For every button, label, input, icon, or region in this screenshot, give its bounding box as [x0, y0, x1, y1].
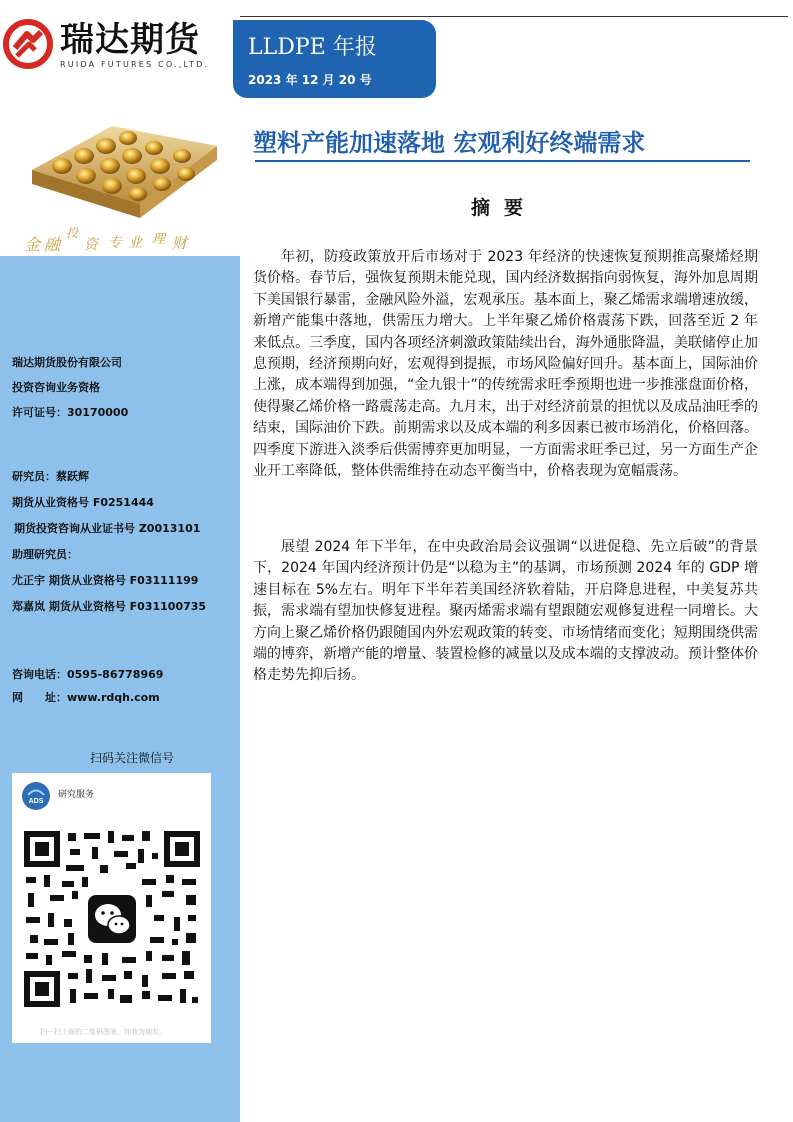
ads-badge-icon	[21, 781, 51, 811]
website-row	[12, 691, 160, 705]
header-rule	[240, 16, 788, 17]
assistant-2: 郑嘉岚 期货从业资格号 F031100735	[12, 600, 207, 613]
company-name: 瑞达期货股份有限公司	[12, 356, 122, 369]
qr-badge-text: ADS	[28, 798, 44, 805]
report-badge	[233, 20, 436, 98]
qr-card-title: 研究服务	[58, 790, 95, 800]
consult-phone: 咨询电话：0595-86778969	[12, 668, 164, 681]
slogan-char: 金	[24, 235, 41, 254]
ruida-logo-icon	[3, 18, 53, 70]
researcher-cert-2: 期货投资咨询从业证书号 Z0013101	[14, 522, 201, 535]
assistant-label: 助理研究员：	[12, 548, 78, 561]
abstract-paragraph-1: 年初，防疫政策放开后市场对于 2023 年经济的快速恢复预期推高聚烯烃期货价格。春节后，强恢复预期未能兑现，国内经济数据指向弱恢复，海外加息周期下美国银行暴雷，金融风险外溢，宏观承压。基本面上，聚乙烯需求端增速放缓，新增产能集中落地，供需压力增大。上半年聚乙烯价格震荡下跌，回落至近 2 年来低点。三季度，国内各项经济刺激政策陆续出台，海外通胀降温，美联储停止加息预期，经济预期向好，宏观得到提振，市场风险偏好回升。基本面上，国际油价上涨，成本端得到加强，“金九银十”的传统需求旺季预期也进一步推涨盘面价格，使得聚乙烯价格一路震荡走高。九月末，出于对经济前景的担忧以及成品油旺季的结束，国际油价下跌。前期需求以及成本端的利多因素已被市场消化，价格回落。四季度下游进入淡季后供需博弈更加明显，一方面需求旺季已过，另一方面生产企业开工率降低，整体供需维持在动态平衡当中，价格表现为宽幅震荡。	[253, 249, 758, 480]
logo-company-english: RUIDA FUTURES CO.,LTD.	[60, 60, 210, 69]
report-headline: 塑料产能加速落地 宏观利好终端需求	[253, 129, 646, 157]
report-title: LLDPE 年报	[248, 35, 377, 60]
wechat-prompt: 扫码关注微信号	[90, 751, 175, 765]
slogan-char: 业	[128, 235, 142, 251]
wechat-qr-card	[12, 773, 211, 1043]
slogan-char: 专	[108, 235, 122, 251]
slogan-char: 资	[84, 237, 98, 253]
slogan	[22, 226, 237, 256]
qualification: 投资咨询业务资格	[12, 381, 100, 394]
researcher-cert-1: 期货从业资格号 F0251444	[12, 496, 154, 509]
slogan-char: 理	[152, 232, 166, 247]
gold-ingot-box-image	[22, 108, 222, 228]
logo-company-name: 瑞达期货	[60, 20, 200, 60]
wechat-qr-code[interactable]	[22, 829, 202, 1009]
slogan-char: 融	[44, 235, 61, 254]
qr-footer-text: 扫一扫上面的二维码图案，加我为朋友。	[40, 1028, 166, 1036]
license-number: 许可证号：30170000	[12, 406, 129, 419]
website-label: 网 址：	[12, 691, 67, 704]
headline-underline	[255, 160, 750, 162]
abstract-paragraph-2: 展望 2024 年下半年，在中央政治局会议强调“以进促稳、先立后破”的背景下，2024 年国内经济预计仍是“以稳为主”的基调，市场预测 2024 年的 GDP 增速目标在 5%左右。明年下半年若美国经济软着陆，开启降息进程，中美复苏共振，需求端有望加快修复进程。聚丙烯需求端有望跟随宏观修复进程一同增长。大方向上聚乙烯价格仍跟随国内外宏观政策的转变、市场情绪而变化；短期围绕供需端的博弈，新增产能的增量、装置检修的减量以及成本端的支撑波动。预计整体价格走势先抑后扬。	[253, 539, 758, 684]
assistant-1: 尤正宇 期货从业资格号 F03111199	[12, 574, 199, 587]
website-link[interactable]: www.rdqh.com	[67, 691, 160, 704]
abstract-title: 摘要	[471, 197, 538, 219]
slogan-char: 财	[172, 234, 188, 252]
report-date: 2023 年 12 月 20 号	[248, 73, 372, 87]
researcher: 研究员：蔡跃辉	[12, 470, 89, 483]
slogan-char: 投	[66, 226, 79, 240]
